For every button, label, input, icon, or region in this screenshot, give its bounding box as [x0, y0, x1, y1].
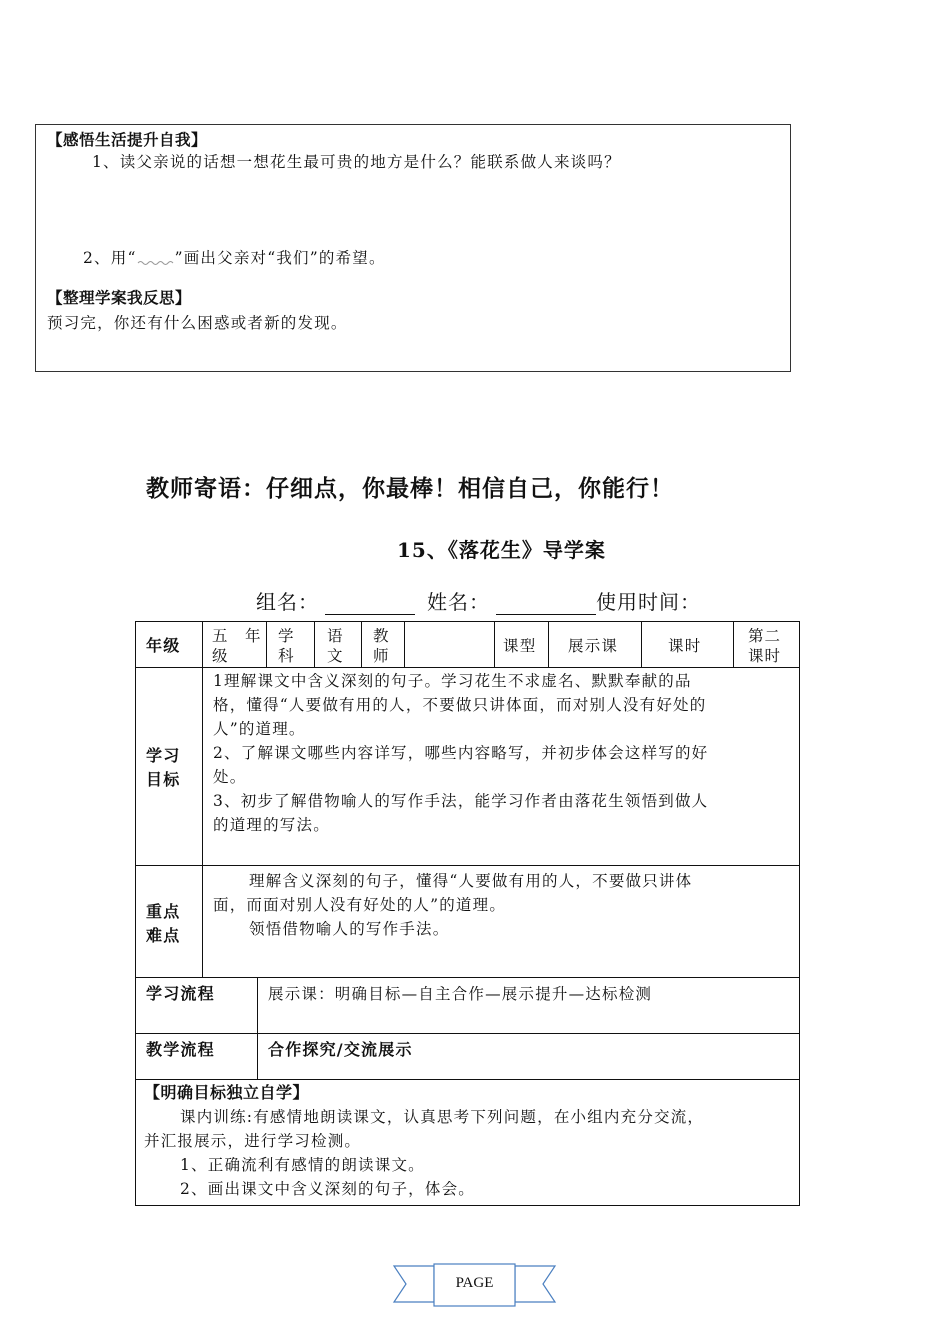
keypoints-label — [146, 900, 180, 948]
goal-line: 1理解课文中含义深刻的句子。学习花生不求虚名、默默奉献的品 — [213, 672, 692, 690]
goal-line: 2、了解课文哪些内容详写，哪些内容略写，并初步体会这样写的好 — [213, 744, 709, 762]
grade-label: 年级 — [146, 636, 181, 655]
teacher-label — [373, 626, 390, 666]
wavy-underline-mark — [137, 252, 175, 266]
keypoints-label-line1: 重点 — [146, 902, 181, 921]
grade-value — [212, 626, 262, 666]
group-blank[interactable] — [325, 594, 415, 615]
group-label: 组名： — [256, 590, 319, 614]
type-value: 展示课 — [568, 637, 619, 655]
teaching-flow-value: 合作探究/交流展示 — [268, 1040, 413, 1059]
goal-line: 人”的道理。 — [213, 720, 306, 738]
question-2-prefix: 2、用“ — [83, 249, 137, 267]
teacher-motto: 教师寄语：仔细点，你最棒！相信自己，你能行！ — [146, 476, 674, 502]
subject-value — [327, 626, 344, 666]
teacher-label-line1: 教 — [373, 627, 390, 645]
goal-line: 3、初步了解借物喻人的写作手法，能学习作者由落花生领悟到做人 — [213, 792, 709, 810]
page-title: 15、《落花生》导学案 — [397, 538, 606, 562]
goal-line: 格，懂得“人要做有用的人，不要做只讲体面，而对别人没有好处的 — [213, 696, 707, 714]
page-label: PAGE — [455, 1275, 494, 1291]
subject-label — [278, 626, 295, 666]
subject-value-line2: 文 — [327, 647, 344, 665]
grade-value-line1: 五 年 — [212, 627, 262, 645]
keypoint-line: 面，而面对别人没有好处的人”的道理。 — [213, 896, 507, 914]
heading-reflection: 【整理学案我反思】 — [47, 289, 192, 307]
question-1: 1、读父亲说的话想一想花生最可贵的地方是什么？能联系做人来谈吗？ — [92, 153, 621, 171]
name-blank[interactable] — [496, 594, 596, 615]
subject-value-line1: 语 — [327, 627, 344, 645]
subject-label-line1: 学 — [278, 627, 295, 645]
self-study-line: 1、正确流利有感情的朗读课文。 — [180, 1156, 425, 1174]
page-footer — [392, 1262, 557, 1310]
goals-text — [213, 669, 708, 837]
teacher-label-line2: 师 — [373, 647, 390, 665]
goal-line: 的道理的写法。 — [213, 816, 330, 834]
reflection-prompt: 预习完，你还有什么困惑或者新的发现。 — [47, 314, 348, 332]
question-2 — [83, 246, 386, 268]
keypoints-label-line2: 难点 — [146, 926, 181, 945]
type-label: 课型 — [503, 637, 537, 655]
self-study-section — [144, 1081, 704, 1201]
goal-line: 处。 — [213, 768, 247, 786]
goals-label-line2: 目标 — [146, 770, 181, 789]
learning-flow-value: 展示课：明确目标—自主合作—展示提升—达标检测 — [268, 985, 653, 1003]
self-study-heading: 【明确目标独立自学】 — [144, 1083, 310, 1102]
keypoint-line: 领悟借物喻人的写作手法。 — [249, 920, 450, 938]
teaching-flow-label: 教学流程 — [146, 1040, 215, 1059]
keypoints-text — [213, 869, 692, 941]
self-study-line: 并汇报展示，进行学习检测。 — [144, 1132, 362, 1150]
student-fields — [256, 586, 701, 615]
period-value-line2: 课时 — [748, 647, 782, 665]
question-2-suffix: ”画出父亲对“我们”的希望。 — [174, 249, 386, 267]
self-study-line: 2、画出课文中含义深刻的句子，体会。 — [180, 1180, 475, 1198]
name-label: 姓名： — [427, 590, 490, 614]
period-value — [748, 626, 781, 666]
period-label: 课时 — [668, 637, 702, 655]
learning-flow-label: 学习流程 — [146, 984, 215, 1003]
goals-label-line1: 学习 — [146, 746, 181, 765]
goals-label — [146, 744, 180, 792]
period-value-line1: 第二 — [748, 627, 782, 645]
self-study-line: 课内训练:有感情地朗读课文，认真思考下列问题，在小组内充分交流， — [180, 1108, 705, 1126]
keypoint-line: 理解含义深刻的句子，懂得“人要做有用的人，不要做只讲体 — [249, 872, 693, 890]
heading-life-insight: 【感悟生活提升自我】 — [47, 131, 208, 149]
time-label: 使用时间： — [596, 590, 701, 614]
subject-label-line2: 科 — [278, 647, 295, 665]
grade-value-line2: 级 — [212, 647, 229, 665]
